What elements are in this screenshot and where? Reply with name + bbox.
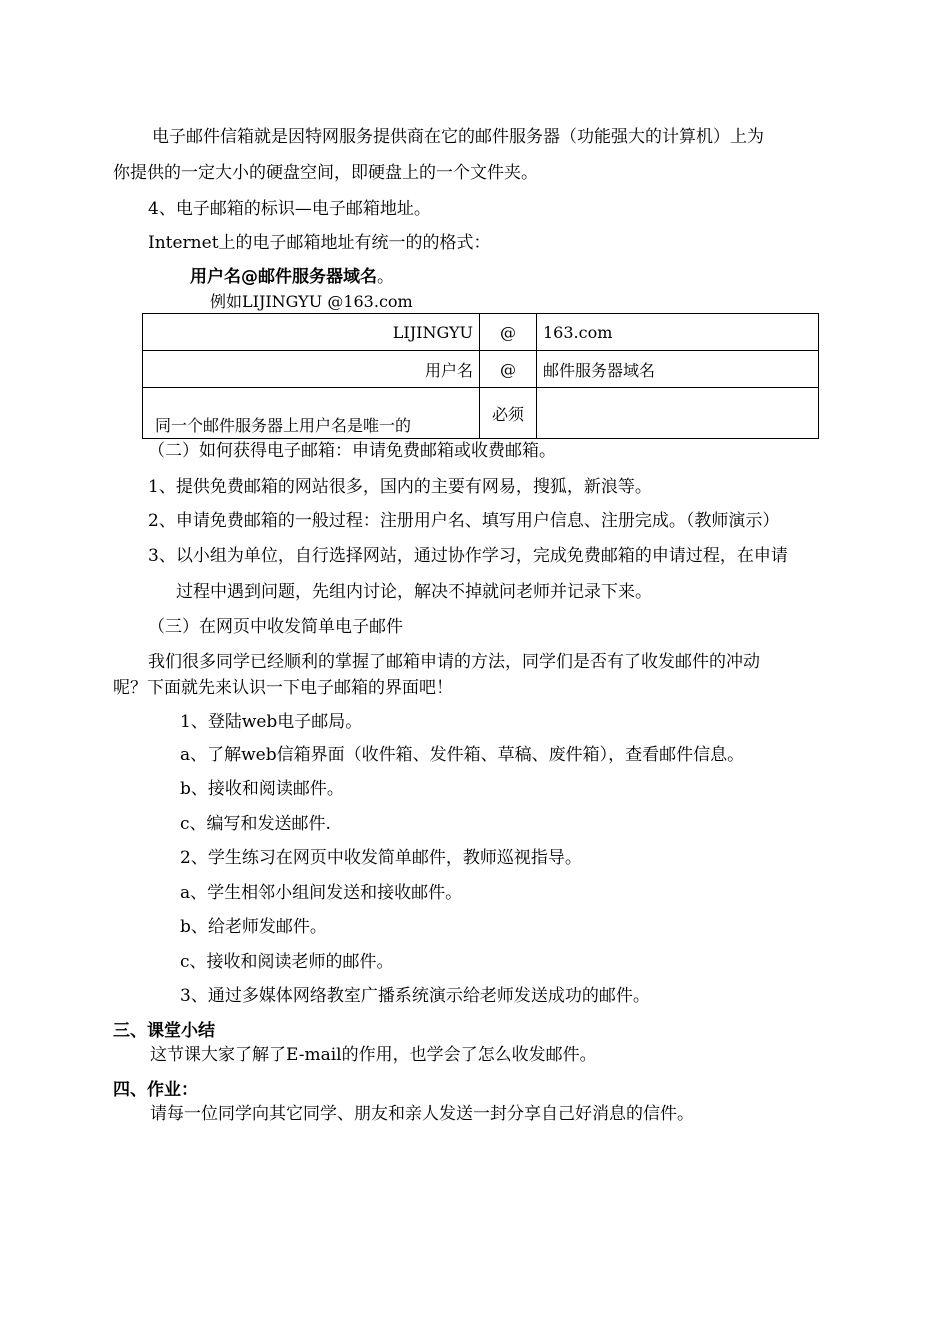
table-cell: @ bbox=[480, 314, 537, 351]
format-line bbox=[190, 266, 394, 288]
homework-text: 请每一位同学向其它同学、朋友和亲人发送一封分享自己好消息的信件。 bbox=[150, 1104, 694, 1124]
table-row bbox=[143, 314, 819, 351]
table-row bbox=[143, 351, 819, 388]
table-cell: 邮件服务器域名 bbox=[537, 351, 819, 388]
list-item: 3、通过多媒体网络教室广播系统演示给老师发送成功的邮件。 bbox=[180, 986, 650, 1006]
table-cell: 用户名 bbox=[143, 351, 480, 388]
intro-line-2: 你提供的一定大小的硬盘空间，即硬盘上的一个文件夹。 bbox=[113, 163, 538, 183]
example-line: 例如LIJINGYU @163.com bbox=[210, 292, 413, 311]
section-2-heading: （二）如何获得电子邮箱：申请免费邮箱或收费邮箱。 bbox=[148, 441, 556, 461]
table-cell: @ bbox=[480, 351, 537, 388]
format-bold: 用户名@邮件服务器域名 bbox=[190, 267, 377, 287]
list-item: 1、登陆web电子邮局。 bbox=[180, 712, 363, 732]
section-3-intro-1: 我们很多同学已经顺利的掌握了邮箱申请的方法，同学们是否有了收发邮件的冲动 bbox=[148, 652, 760, 672]
summary-heading: 三、课堂小结 bbox=[113, 1021, 215, 1041]
table-cell: 163.com bbox=[537, 314, 819, 351]
email-address-table bbox=[142, 313, 819, 439]
list-item: 2、学生练习在网页中收发简单邮件，教师巡视指导。 bbox=[180, 848, 582, 868]
format-intro: Internet上的电子邮箱地址有统一的的格式： bbox=[148, 233, 491, 253]
list-item: c、编写和发送邮件. bbox=[180, 814, 331, 834]
table-cell: 同一个邮件服务器上用户名是唯一的 bbox=[143, 388, 480, 439]
format-period: 。 bbox=[377, 267, 394, 287]
table-cell: LIJINGYU bbox=[143, 314, 480, 351]
item-4: 4、电子邮箱的标识—电子邮箱地址。 bbox=[148, 199, 431, 219]
list-item: a、了解web信箱界面（收件箱、发件箱、草稿、废件箱），查看邮件信息。 bbox=[180, 745, 745, 765]
homework-heading: 四、作业： bbox=[113, 1080, 198, 1100]
list-item: b、接收和阅读邮件。 bbox=[180, 779, 344, 799]
table-cell bbox=[537, 388, 819, 439]
table-row bbox=[143, 388, 819, 439]
intro-line-1: 电子邮件信箱就是因特网服务提供商在它的邮件服务器（功能强大的计算机）上为 bbox=[152, 127, 764, 147]
section-2-p2: 2、申请免费邮箱的一般过程：注册用户名、填写用户信息、注册完成。（教师演示） bbox=[148, 511, 780, 531]
section-3-intro-2: 呢？下面就先来认识一下电子邮箱的界面吧！ bbox=[113, 678, 453, 698]
section-2-p3a: 3、以小组为单位，自行选择网站，通过协作学习，完成免费邮箱的申请过程，在申请 bbox=[148, 546, 788, 566]
section-2-p1: 1、提供免费邮箱的网站很多，国内的主要有网易，搜狐，新浪等。 bbox=[148, 477, 652, 497]
list-item: b、给老师发邮件。 bbox=[180, 917, 327, 937]
table-cell: 必须 bbox=[480, 388, 537, 439]
section-2-p3b: 过程中遇到问题，先组内讨论，解决不掉就问老师并记录下来。 bbox=[176, 582, 652, 602]
list-item: a、学生相邻小组间发送和接收邮件。 bbox=[180, 883, 463, 903]
list-item: c、接收和阅读老师的邮件。 bbox=[180, 952, 394, 972]
summary-text: 这节课大家了解了E-mail的作用，也学会了怎么收发邮件。 bbox=[150, 1045, 597, 1065]
section-3-heading: （三）在网页中收发简单电子邮件 bbox=[148, 617, 403, 637]
